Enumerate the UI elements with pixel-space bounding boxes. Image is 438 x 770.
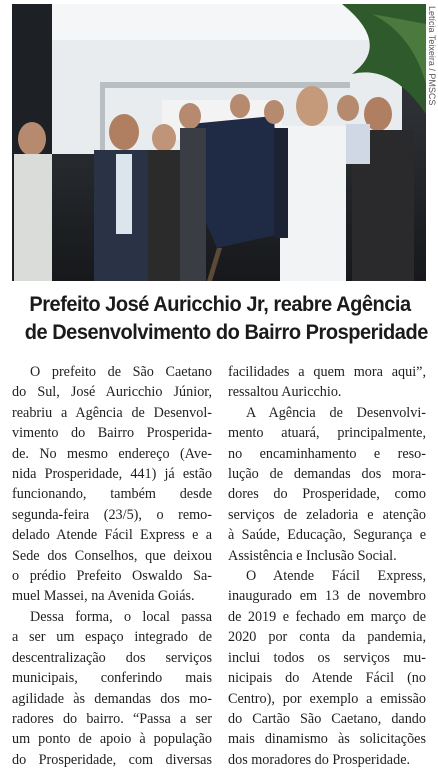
photo-credit: Letícia Teixeira / PMSCS <box>427 6 437 106</box>
text-line: A Agência de Desenvolvi- <box>246 404 426 421</box>
text-line: mais dinamismo às solicitações <box>228 731 426 748</box>
paragraph <box>228 403 426 566</box>
text-line: agilidade às demandas dos mo- <box>12 690 212 707</box>
text-line: do Sul, José Auricchio Júnior, <box>12 384 212 401</box>
news-photo <box>12 4 426 281</box>
text-line: dos moradores do Prosperidade. <box>228 751 411 768</box>
text-line: Sede dos Conselhos, que deixou <box>12 547 212 564</box>
headline-line-1: Prefeito José Auricchio Jr, reabre Agência <box>29 292 411 316</box>
text-line: 2020 por conta da pandemia, <box>228 629 426 646</box>
text-line: facilidades a quem mora aqui”, <box>228 364 426 380</box>
text-line: municipais, conferindo mais <box>12 670 212 687</box>
text-line: ressaltou Auricchio. <box>228 384 342 401</box>
text-line: reabriu a Agência de Desenvol- <box>12 404 212 421</box>
text-line: à Saúde, Educação, Segurança e <box>228 527 426 544</box>
paragraph <box>228 566 426 770</box>
text-line: delado Atende Fácil Express e a <box>12 527 212 544</box>
text-line: muel Massei, na Avenida Goiás. <box>12 588 195 605</box>
text-line: nicipais do Atende Fácil (no <box>228 670 426 687</box>
paragraph <box>228 362 426 403</box>
text-line: O Atende Fácil Express, <box>246 568 426 585</box>
article-column-right <box>228 362 426 770</box>
text-line: radores do bairro. “Passa a ser <box>12 710 212 727</box>
text-line: um ponto de apoio à população <box>12 731 212 748</box>
text-line: segunda-feira (23/5), o remo- <box>12 506 212 523</box>
text-line: vimento do Bairro Prosperida- <box>12 425 212 442</box>
text-line: de. No mesmo endereço (Ave- <box>12 445 212 462</box>
text-line: descentralização dos serviços <box>12 649 212 666</box>
text-line: Assistência e Inclusão Social. <box>228 547 397 564</box>
text-line: funcionando, também desde <box>12 486 212 503</box>
text-line: mento atuará, principalmente, <box>228 425 426 442</box>
text-line: inclui todos os serviços mu- <box>228 649 426 666</box>
paragraph <box>12 607 212 770</box>
text-line: Dessa forma, o local passa <box>30 608 212 625</box>
headline <box>24 290 428 346</box>
text-line: o prédio Prefeito Oswaldo Sa- <box>12 568 212 585</box>
text-line: Centro), por exemplo a emissão <box>228 690 426 707</box>
text-line: lução de demandas dos mora- <box>228 466 426 483</box>
text-line: nida Prosperidade, 441) já estão <box>12 466 212 483</box>
text-line: serviços de zeladoria e atenção <box>228 506 426 523</box>
photo-illustration <box>12 4 426 281</box>
paragraph <box>12 362 212 607</box>
text-line: dores do Prosperidade, como <box>228 486 426 503</box>
text-line: a ser um espaço integrado de <box>12 629 212 646</box>
text-line: de 2019 e fechado em março de <box>228 608 426 625</box>
headline-line-2: de Desenvolvimento do Bairro Prosperidade <box>24 320 428 344</box>
text-line: no encaminhamento e reso- <box>228 445 426 462</box>
article-column-left <box>12 362 212 770</box>
text-line: inaugurado em 13 de novembro <box>228 588 426 605</box>
text-line: do Cartão São Caetano, dando <box>228 710 426 727</box>
text-line: O prefeito de São Caetano <box>30 364 212 380</box>
text-line: do Prosperidade, com diversas <box>12 751 212 768</box>
